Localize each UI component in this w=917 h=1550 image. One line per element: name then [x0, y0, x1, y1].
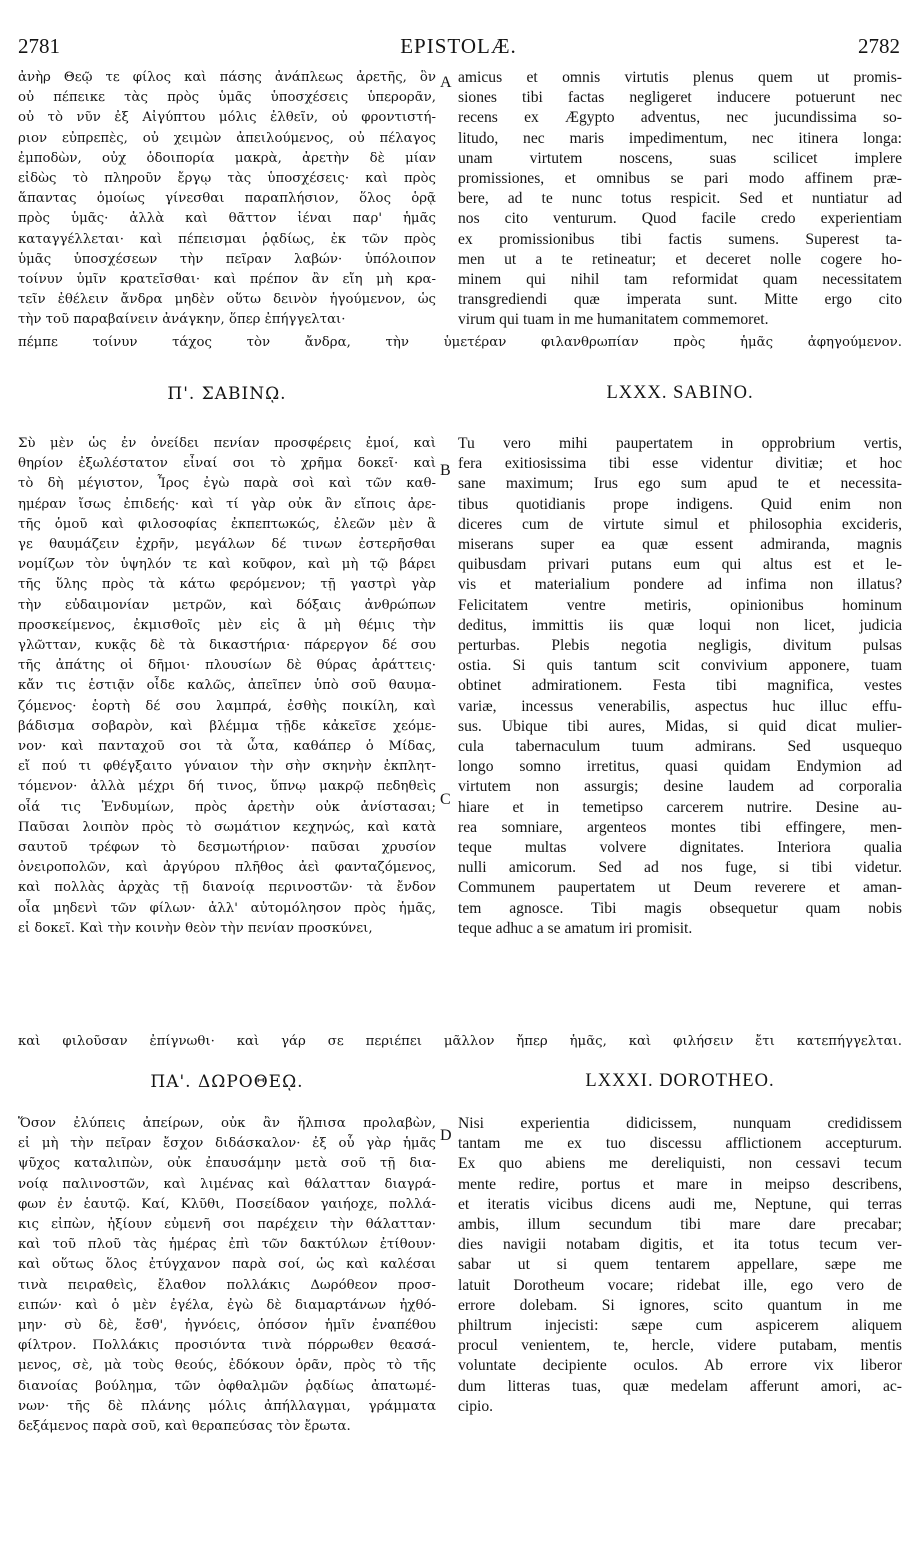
letter-81-latin-title: LXXXI. DOROTHEO. [585, 1071, 775, 1091]
text-line: mente redire, portus et mare in meipso describens, [458, 1175, 902, 1193]
text-line: φων ἐν ἑαυτῷ. Καί, Κλῦθι, Ποσείδαον γαιήοχε, πολλά- [18, 1196, 436, 1212]
text-line: ex promissionibus tibi factis sumens. Superest ta- [458, 230, 902, 248]
text-line: tibus quotidianis prope indigens. Quid enim non [458, 495, 902, 513]
text-line: δεξάμενος παρὰ σοῦ, καὶ θεραπεύσας τὸν ἔρωτα. [18, 1419, 351, 1435]
text-line: ημέραν ἴσως ἐπιδεής· καὶ τί γὰρ οὐκ ἂν εἴποις ἀρε- [18, 496, 436, 512]
text-line: καὶ τοῦ πλοῦ τὰς ἡμέρας ἐπὶ τῶν δακτύλων ἐτίθουν· [18, 1237, 436, 1253]
text-line: ὀνειροπολῶν, καὶ ἀργύρου πλῆθος ἀεὶ φανταζόμενος, [18, 860, 436, 876]
text-line: εἴ πού τι φθέγξαιτο γύναιον τὴν σὴν σκηνὴν ἐκπλητ- [18, 759, 436, 775]
text-line: γλῶτταν, κυκᾷς δὲ τὰ δικαστήρια· πάρεργον δέ σου [18, 638, 436, 654]
running-head: EPISTOLÆ. [400, 34, 517, 58]
letter-79-greek-column [18, 68, 436, 331]
text-line: καὶ πολλὰς ἀρχὰς τῇ διανοίᾳ περινοστῶν· τὰ ἔνδον [18, 880, 436, 896]
text-line: τὴν εὐδαιμονίαν μετρῶν, καὶ δόξαις ἀνθρώπων [18, 597, 436, 613]
text-line: οὐ πέπεικε τὰς πρὸς ὑμᾶς ὑποσχέσεις ὑπερορᾶν, [18, 90, 436, 106]
text-line: sus. Ubique tibi aures, Midas, si quid dicat mulier- [458, 717, 902, 735]
text-line: rea somniare, argenteos montes tibi effingere, men- [458, 818, 902, 836]
text-line: latuit Dorotheum vocare; ridebat ille, ego vero de [458, 1276, 902, 1294]
text-line: et iteratis vicibus dicens audi me, Neptune, qui terras [458, 1195, 902, 1213]
text-line: errore dolebam. Si ignores, scito quantum in me [458, 1296, 902, 1314]
text-line: εἰδὼς τὸ πληροῦν ἔργῳ τὰς ὑποσχέσεις· καὶ πρὸς [18, 171, 436, 187]
text-line: virum qui tuam in me humanitatem commemoret. [458, 311, 769, 329]
letter-80-greek-title: Π'. ΣΑΒΙΝῼ. [167, 384, 287, 404]
text-line: ἀνὴρ Θεῷ τε φίλος καὶ πάσης ἀνάπλεως ἀρετῆς, ὃν [18, 70, 436, 85]
text-line: unam virtutem noscens, suas scilicet implere [458, 149, 902, 167]
letter-80-closing [18, 1032, 902, 1052]
text-line: procul venientem, te, hercle, videre putabam, mentis [458, 1337, 902, 1355]
text-line: hiare et in temetipso carcerem nutrire. Desine au- [458, 798, 902, 816]
text-line: Communem paupertatem ut Deum reverere et aman- [458, 879, 902, 897]
text-line: τὴν τοῦ παραβαίνειν ἀνάγκην, ὅπερ ἐπήγγελται· [18, 312, 346, 328]
text-line: teque adhuc a se amatum iri promisit. [458, 919, 693, 937]
text-line: tantam me ex tuo discessu afflictionem accepturum. [458, 1135, 902, 1153]
text-line: εἰ δοκεῖ. Καὶ τὴν κοινὴν θεὸν τὴν πενίαν προσκύνει, [18, 920, 373, 936]
text-line: minem qui nihil tam reformidat quam necessitatem [458, 271, 902, 289]
text-line: deditus, immittis iis quæ loqui non licet, judicia [458, 616, 902, 634]
text-line: ειπών· καὶ ὁ μὲν ἐγέλα, ἐγὼ δὲ διαμαρτάνων ἠχθό- [18, 1297, 436, 1313]
letter-79-latin-column [458, 68, 902, 331]
letter-80-latin-title: LXXX. SABINO. [606, 383, 754, 403]
text-line: τινὰ πειραθεὶς, ἔλαθον πολλάκις Δωρόθεον προσ- [18, 1277, 436, 1293]
letter-81-latin-column [458, 1114, 902, 1417]
text-line: τῆς ἀπάτης οἱ δῆμοι· πλουσίων δὲ θύρας ἀράττεις· [18, 658, 436, 674]
text-line: sabar ut si quem tentarem appellare, sæpe me [458, 1256, 902, 1274]
text-line: γε θαυμάζειν ἐχρῆν, μεγάλων δέ τινων ἐστερῆσθαι [18, 537, 436, 553]
text-line: ambis, illum secundum tibi mare dare precabar; [458, 1216, 902, 1234]
left-page-number: 2781 [18, 34, 60, 58]
margin-letter-c: C [440, 791, 451, 808]
text-line: nulli amicorum. Sed ad nos fuge, si tibi videtur. [458, 859, 902, 877]
margin-letter-b: B [440, 462, 451, 479]
text-line: νοίᾳ παλινοστῶν, καὶ λιμένας καὶ θάλατταν διαγρά- [18, 1176, 436, 1192]
text-line: Tu vero mihi paupertatem in opprobrium vertis, [458, 435, 902, 452]
text-line: obtinet admirationem. Festa tibi magnifica, vestes [458, 677, 902, 695]
text-line: ostia. Si quis tantum scit convivium apponere, tuam [458, 657, 902, 675]
text-line: τὸ δὴ μέγιστον, Ἶρος ἐγὼ παρὰ σοὶ καὶ τῶν καθ- [18, 476, 436, 492]
text-line: οἷα μηδενὶ τῶν φίλων· ἀλλ' αὐτομόλησον πρὸς ἡμᾶς, [18, 900, 436, 916]
text-line: cula tabernaculum tuum admirans. Sed usquequo [458, 738, 902, 756]
text-line: dies navigii notabam digitis, et ita totus tecum ver- [458, 1236, 902, 1254]
text-line: οἷά τις Ἐνδυμίων, πρὸς ἀρετὴν οὐκ ἀνίστασαι; [18, 799, 436, 815]
text-line: Σὺ μὲν ὡς ἐν ὀνείδει πενίαν προσφέρεις ἐμοί, καὶ [18, 436, 436, 451]
text-line: τῆς ὁμοῦ καὶ φιλοσοφίας ἐκπεπτωκώς, ἐλεῶν μὲν ἃ [18, 516, 436, 532]
text-line: τοίνυν ὑμῖν κρατεῖσθαι· καὶ πρέπον ἂν εἴη μὴ κρα- [18, 272, 436, 288]
text-line: ζόμενος· ἑορτὴ δέ σου λαμπρά, ἐσθὴς ποικίλη, καὶ [18, 698, 436, 714]
text-line: teque multas volvere dignitates. Interiora qualia [458, 839, 902, 857]
text-line: voluntate decipiente oculos. Ab errore vix liberor [458, 1357, 902, 1375]
text-line: tem agnosce. Tibi magis obsequetur quam nobis [458, 899, 902, 917]
text-line: miserans super ea quæ essent admiranda, magnis [458, 536, 902, 554]
text-line: νομίζων τὸν ὑψηλόν τε καὶ κοῦφον, καὶ μὴ τῷ βάρει [18, 557, 436, 573]
letter-80-latin-column [458, 434, 902, 939]
text-line: vis et materialium pondere ad infima non illatus? [458, 576, 902, 594]
text-line: ἐμποδὼν, οὐχ ὁδοιπορία μακρὰ, ἀρετὴν δὲ μίαν [18, 150, 436, 166]
letter-80-greek-column [18, 434, 436, 939]
margin-letter-a: A [440, 74, 452, 91]
text-line: recens ex Ægypto adventus, nec jucundissima so- [458, 109, 902, 127]
text-line: νων· τῆς δὲ πλάνης μόλις ἀπήλλαγμαι, γράμματα [18, 1398, 436, 1414]
text-line: μην· σὺ δὲ, ἔσθ', ἠγνόεις, ὁπόσον ἡμῖν ἐναπέθου [18, 1318, 436, 1334]
text-line: εἰ μὴ τὴν πεῖραν ἔσχον διδάσκαλον· ἐξ οὗ γὰρ ἡμᾶς [18, 1136, 436, 1152]
text-line: καὶ οὕτως ὅλος ἐτύγχανον παρὰ σοί, ὡς καὶ καλέσαι [18, 1257, 436, 1273]
text-line: τῆς ὕλης πρὸς τὰ κάτω φερόμενον; τῇ γαστρὶ γὰρ [18, 577, 436, 593]
text-line: ἅπαντας ὁμοίως γίνεσθαι παραπλήσιον, ὅλος ὁρᾷ [18, 191, 436, 207]
text-line: perturbas. Plebis negotia negligis, divitum pulsas [458, 637, 902, 655]
text-line: ψῦχος καταλιπὼν, οὐκ ἐπαυσάμην μετὰ σοῦ τῇ δια- [18, 1156, 436, 1172]
margin-letter-d: D [440, 1127, 452, 1144]
text-line: litudo, nec maris impedimentum, nec itinera longa: [458, 129, 902, 147]
text-line: cipio. [458, 1397, 494, 1415]
text-line: Ὅσον ἐλύπεις ἀπείρων, οὐκ ἂν ἤλπισα προλαβὼν, [18, 1116, 436, 1131]
text-line: variæ, incessus venerabilis, aspectus huc illuc effu- [458, 697, 902, 715]
text-line: promissiones, et omnibus se pari modo affinem præ- [458, 170, 902, 188]
text-line: μενος, σὲ, μὰ τοὺς θεούς, ἐδόκουν ὁρᾶν, πρὸς τὸ τῆς [18, 1358, 436, 1374]
text-line: νον· καὶ πανταχοῦ σοι τὰ ὦτα, καθάπερ ὁ Μίδας, [18, 739, 436, 755]
text-line: κις εἰπὼν, ἠξίουν εὐμενῆ σοι παρέχειν τὴν θάλατταν· [18, 1217, 436, 1233]
text-line: transgrediendi quæ imperata sunt. Mitte ergo cito [458, 291, 902, 309]
text-line: men ut a te retineatur; et deceret nolle cogere ho- [458, 250, 902, 268]
text-line: virtutem non assurgis; desine laudem ad corporalia [458, 778, 902, 796]
text-line: dum litteras tuas, quæ medelam afferunt amori, ac- [458, 1377, 902, 1395]
text-line: ριον εὐπρεπὲς, οὐ χειμὼν ἀπειλούμενος, οὐ πέλαγος [18, 130, 436, 146]
text-line: Felicitatem ventre metiris, opinionibus hominum [458, 596, 902, 614]
text-line: Ex quo abiens me dereliquisti, non cessavi tecum [458, 1155, 902, 1173]
text-line: πρὸς ὑμᾶς· ἀλλὰ καὶ θᾶττον ἰέναι παρ' ἡμᾶς [18, 211, 436, 227]
letter-81-greek-column [18, 1114, 436, 1437]
text-line: diceres cum de virtute simul et philosophia excideris, [458, 515, 902, 533]
text-line: bere, ad te nunc totus respicit. Sed et nuntiatur ad [458, 190, 902, 208]
text-line: προσκείμενος, ἐκμισθοῖς μὲν εἰς ἃ μὴ θέμις τὴν [18, 617, 436, 633]
text-line: θηρίον ἐξωλέστατον εἶναί σοι τὸ χρῆμα δοκεῖ· καὶ [18, 456, 436, 472]
text-line: amicus et omnis virtutis plenus quem ut promis- [458, 69, 902, 86]
text-line: βάδισμα σοβαρὸν, καὶ βλέμμα τῇδε κἀκεῖσε χεόμε- [18, 718, 436, 734]
text-line: πέμπε τοίνυν τάχος τὸν ἄνδρα, τὴν ὑμετέραν φιλανθρωπίαν πρὸς ἡμᾶς ἀφηγούμενον. [18, 335, 902, 350]
text-line: quibusdam privari putans eum qui altus est et le- [458, 556, 902, 574]
text-line: ὑμᾶς ὑποσχέσεων τὴν πεῖραν λαβών· ὑπόλοιπον [18, 251, 436, 267]
text-line: sane maximum; Irus ego sum apud te et necessita- [458, 475, 902, 493]
text-line: philtrum injecisti: sæpe cum aspicerem aliquem [458, 1317, 902, 1335]
text-line: fera exitiosissima tibi esse videntur divitiæ; et hoc [458, 455, 902, 473]
letter-81-greek-title: ΠΑ'. ΔΩΡΟΘΕῼ. [150, 1072, 304, 1092]
text-line: καὶ φιλοῦσαν ἐπίγνωθι· καὶ γάρ σε περιέπει μᾶλλον ἤπερ ἡμᾶς, καὶ φιλήσειν ἔτι κατεπήγγελται. [18, 1034, 902, 1049]
text-line: φίλτρον. Πολλάκις προσιόντα τινὰ πόρρωθεν θεασά- [18, 1338, 436, 1354]
text-line: Nisi experientia didicissem, nunquam credidissem [458, 1115, 902, 1132]
letter-79-closing [18, 333, 902, 353]
text-line: Παῦσαι λοιπὸν πρὸς τὸ σωμάτιον κεχηνώς, καὶ κατὰ [18, 819, 436, 835]
text-line: τεῖν ἐθέλειν ἄνδρα μηδὲν οὕτω δεινὸν ἡγούμενον, ὡς [18, 292, 436, 308]
text-line: nos cito venturum. Quod facile credo experientiam [458, 210, 902, 228]
text-line: τόμενον· ἀλλὰ μέχρι δή τινος, ὕπνῳ μακρῷ πεδηθεὶς [18, 779, 436, 795]
text-line: καταγγέλλεται· καὶ πέπεισμαι ῥᾳδίως, ἐκ τῶν πρὸς [18, 231, 436, 247]
text-line: κἄν τις ἑστιᾷν οἶδε καλῶς, ἀπεῖπεν ὑπὸ σοῦ θαυμα- [18, 678, 436, 694]
text-line: διανοίας βούλημα, τῶν ὀφθαλμῶν ῥᾳδίως ἀπατωμέ- [18, 1378, 436, 1394]
text-line: οὐ τὸ νῦν ἐξ Αἰγύπτου μόλις ἐλθεῖν, οὐ φροντιστή- [18, 110, 436, 126]
text-line: siones tibi factas negligeret inducere potuerunt nec [458, 89, 902, 107]
text-line: σαυτοῦ τρέφων τὸ δεσμωτήριον· παῦσαι χρυσίον [18, 840, 436, 856]
text-line: longo somno irretitus, quasi quidam Endymion ad [458, 758, 902, 776]
right-page-number: 2782 [858, 34, 900, 58]
